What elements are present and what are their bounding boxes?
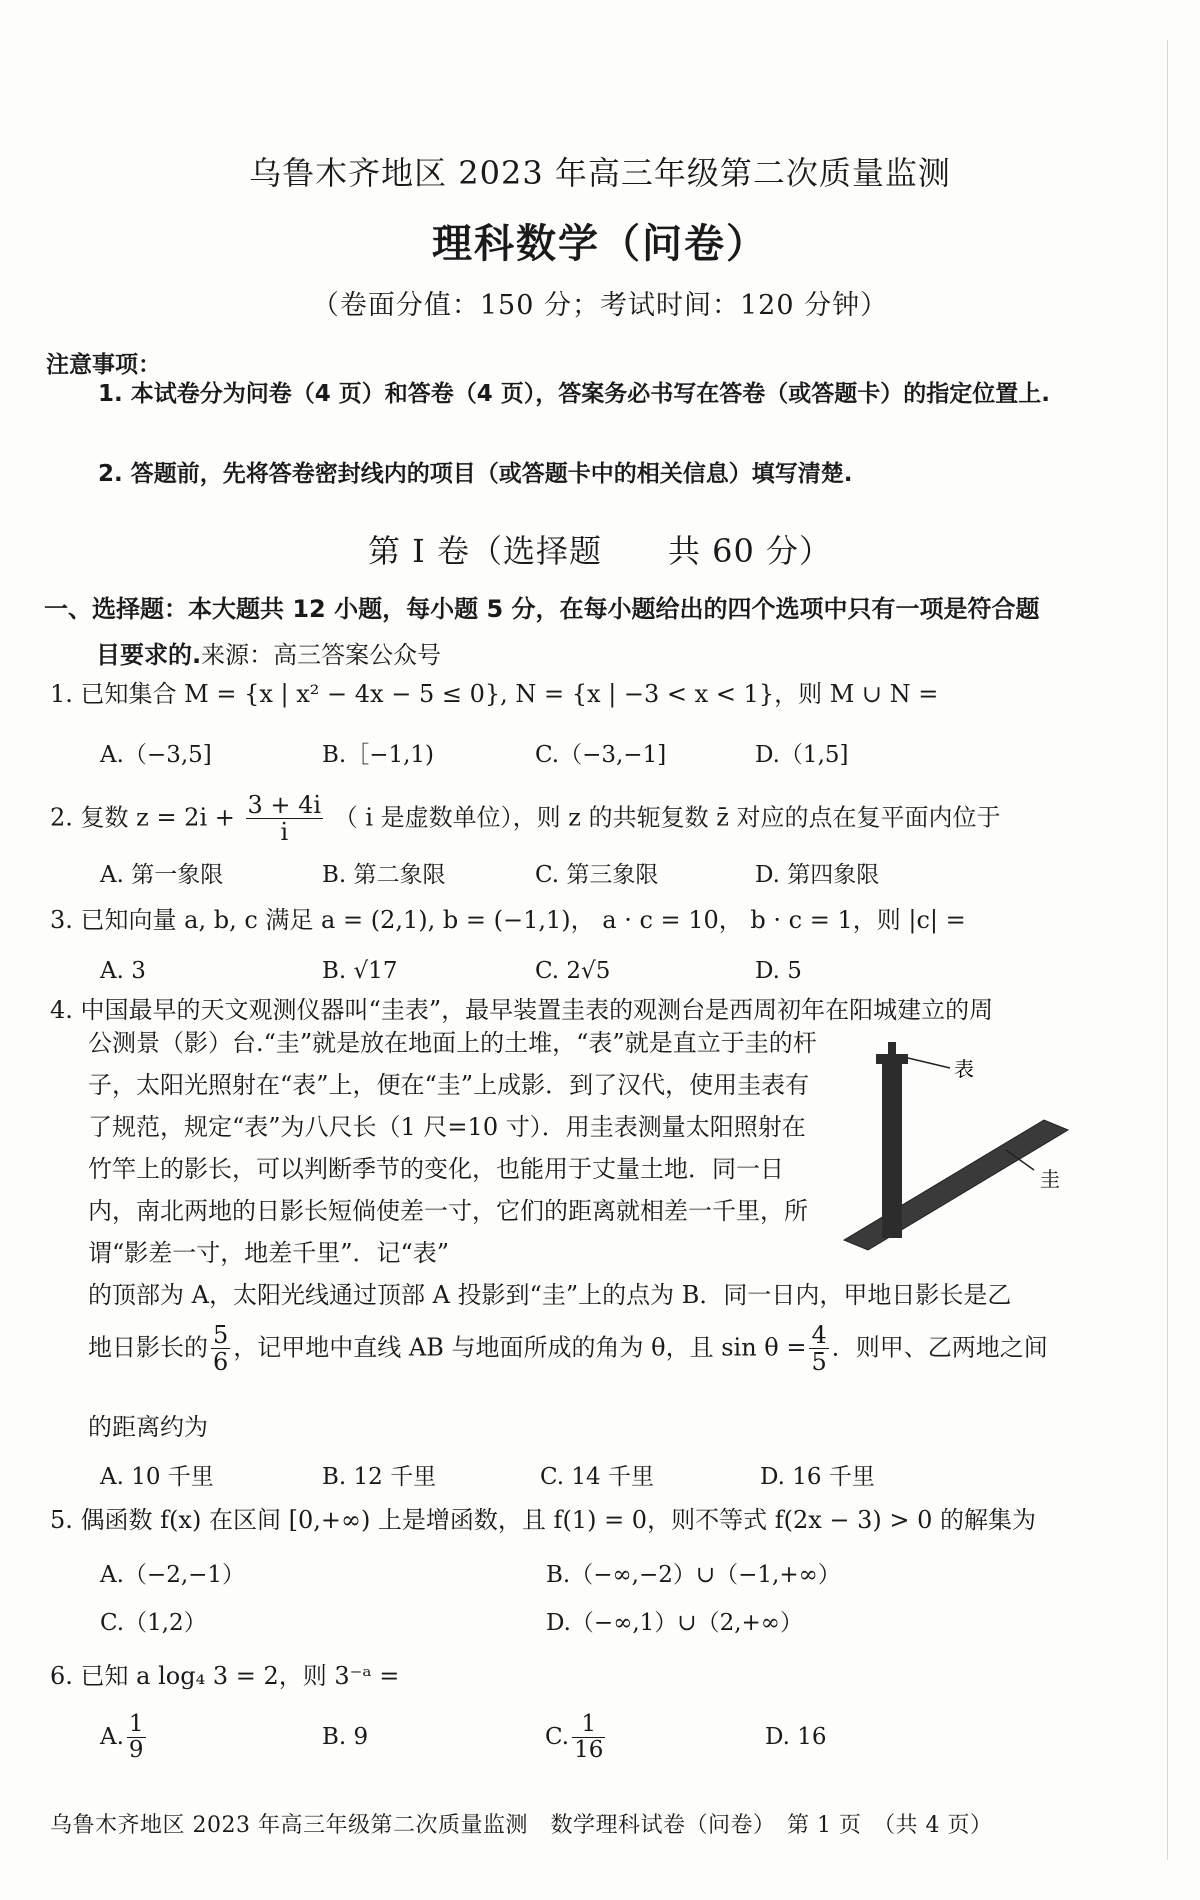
option-b: B. √17 (322, 958, 398, 984)
option-d: D.（−∞,1）∪（2,+∞） (546, 1610, 803, 1636)
part-heading-line2-bold: 目要求的. (96, 641, 202, 669)
question-5 (50, 1498, 1110, 1542)
fraction-denominator: i (280, 818, 289, 847)
question-stem-line1: 中国最早的天文观测仪器叫“圭表”，最早装置圭表的观测台是西周初年在阳城建立的周 (80, 996, 994, 1024)
ratio-post: ．则甲、乙两地之间 (831, 1333, 1048, 1362)
question-stem: 已知 a log₄ 3 = 2，则 3⁻ᵃ = (80, 1662, 400, 1690)
option-c: C.（−3,−1] (535, 742, 667, 768)
question-3 (50, 898, 1110, 942)
fraction-numerator: 4 (811, 1321, 827, 1349)
part-heading-line1: 一、选择题：本大题共 12 小题，每小题 5 分，在每小题给出的四个选项中只有一项是符合题 (44, 595, 1040, 623)
notes-heading: 注意事项： (46, 352, 161, 378)
part-heading (44, 586, 1104, 678)
fraction-numerator: 1 (572, 1712, 605, 1738)
option-a: A.（−3,5] (100, 742, 212, 768)
option-d: D. 16 千里 (760, 1464, 875, 1490)
option-a-fraction (127, 1712, 146, 1764)
question-6 (50, 1654, 1110, 1698)
option-d: D. 第四象限 (755, 862, 880, 888)
gui-label: 圭 (1040, 1167, 1060, 1191)
part-heading-source: 来源：高三答案公众号 (201, 641, 442, 669)
option-c (545, 1712, 608, 1764)
option-b: B. 12 千里 (322, 1464, 437, 1490)
biao-finial-shape (888, 1042, 896, 1056)
fraction-denominator: 16 (574, 1737, 604, 1764)
biao-label-leader (908, 1058, 950, 1068)
question-4-line-after: 的顶部为 A，太阳光线通过顶部 A 投影到“圭”上的点为 B．同一日内，甲地日影长是乙 (88, 1281, 1012, 1309)
fraction-numerator: 5 (213, 1321, 229, 1349)
option-d: D.（1,5] (755, 742, 849, 768)
exam-subtitle: 理科数学（问卷） (432, 221, 768, 267)
option-a: A.（−2,−1） (100, 1562, 246, 1588)
fraction-numerator: 3 + 4i (247, 791, 322, 819)
sin-fraction (809, 1322, 828, 1376)
option-a: A. 第一象限 (100, 862, 224, 888)
question-stem: 已知向量 a, b, c 满足 a = (2,1), b = (−1,1)， a · c = 10， b · c = 1，则 |c| = (80, 906, 966, 934)
fraction (246, 792, 324, 846)
question-4-last-line: 的距离约为 (88, 1413, 208, 1441)
question-number: 3. (50, 906, 73, 934)
biao-label: 表 (954, 1057, 974, 1081)
option-b: B.（−∞,−2）∪（−1,+∞） (546, 1562, 841, 1588)
option-a: A. 10 千里 (100, 1464, 214, 1490)
option-d: D. 16 (765, 1724, 827, 1750)
option-a-letter: A. (100, 1723, 124, 1750)
question-2 (50, 792, 1110, 846)
option-c: C. 2√5 (535, 958, 611, 984)
option-c-letter: C. (545, 1723, 570, 1750)
question-number: 6. (50, 1662, 73, 1690)
fraction-denominator: 9 (128, 1737, 144, 1764)
exam-info: （卷面分值：150 分；考试时间：120 分钟） (311, 290, 889, 321)
fraction-denominator: 6 (213, 1348, 229, 1377)
question-number: 2. (50, 803, 73, 832)
biao-pole-shape (882, 1062, 902, 1238)
fraction-denominator: 5 (811, 1348, 827, 1377)
option-a (100, 1712, 149, 1764)
option-d: D. 5 (755, 958, 802, 984)
fraction-numerator: 1 (128, 1711, 144, 1737)
ratio-pre: 地日影长的 (88, 1333, 208, 1362)
option-a: A. 3 (100, 958, 146, 984)
option-c: C. 14 千里 (540, 1464, 654, 1490)
gui-base-shape (844, 1120, 1068, 1250)
ratio-fraction (211, 1322, 230, 1376)
gui-biao-diagram (838, 1028, 1098, 1260)
ratio-mid: ，记甲地中直线 AB 与地面所成的角为 θ，且 sin θ = (233, 1333, 807, 1362)
option-b: B. 9 (322, 1724, 369, 1750)
question-stem-pre: 复数 z = 2i + (80, 803, 235, 832)
question-number: 5. (50, 1506, 73, 1534)
question-number: 1. (50, 680, 73, 708)
question-stem-post: （ i 是虚数单位），则 z 的共轭复数 z̄ 对应的点在复平面内位于 (333, 803, 1001, 832)
exam-title: 乌鲁木齐地区 2023 年高三年级第二次质量监测 (249, 154, 951, 192)
question-stem: 已知集合 M = {x | x² − 4x − 5 ≤ 0}, N = {x | −3 < x < 1}，则 M ∪ N = (80, 680, 939, 708)
note-item-2: 2. 答题前，先将答卷密封线内的项目（或答题卡中的相关信息）填写清楚. (98, 461, 853, 487)
question-number: 4. (50, 996, 73, 1024)
question-4-wrapped-text: 公测景（影）台.“圭”就是放在地面上的土堆，“表”就是直立于圭的杆子，太阳光照射在“表”上，便在“圭”上成影．到了汉代，使用圭表有了规范，规定“表”为八尺长（1 尺=10 寸）．用圭表测量太阳照射在竹竿上的影长，可以判断季节的变化，也能用于丈量土地．同一日内，南北两地的日影长短倘使差一寸，它们的距离就相差一千里，所谓“影差一寸，地差千里”．记“表” (88, 1029, 817, 1267)
note-item-1: 1. 本试卷分为问卷（4 页）和答卷（4 页），答案务必书写在答卷（或答题卡）的指定位置上. (98, 381, 1051, 407)
page-footer: 乌鲁木齐地区 2023 年高三年级第二次质量监测 数学理科试卷（问卷） 第 1 页 （共 4 页） (50, 1813, 993, 1838)
option-c: C. 第三象限 (535, 862, 659, 888)
option-c: C.（1,2） (100, 1610, 207, 1636)
option-b: B. 第二象限 (322, 862, 446, 888)
question-1 (50, 672, 1110, 716)
option-c-fraction (572, 1712, 605, 1764)
question-stem: 偶函数 f(x) 在区间 [0,+∞) 上是增函数，且 f(1) = 0，则不等式 f(2x − 3) > 0 的解集为 (80, 1506, 1037, 1534)
option-b: B.［−1,1) (322, 742, 435, 768)
question-4-ratio-line (88, 1322, 1098, 1376)
section-title: 第 I 卷（选择题 共 60 分） (367, 532, 833, 570)
